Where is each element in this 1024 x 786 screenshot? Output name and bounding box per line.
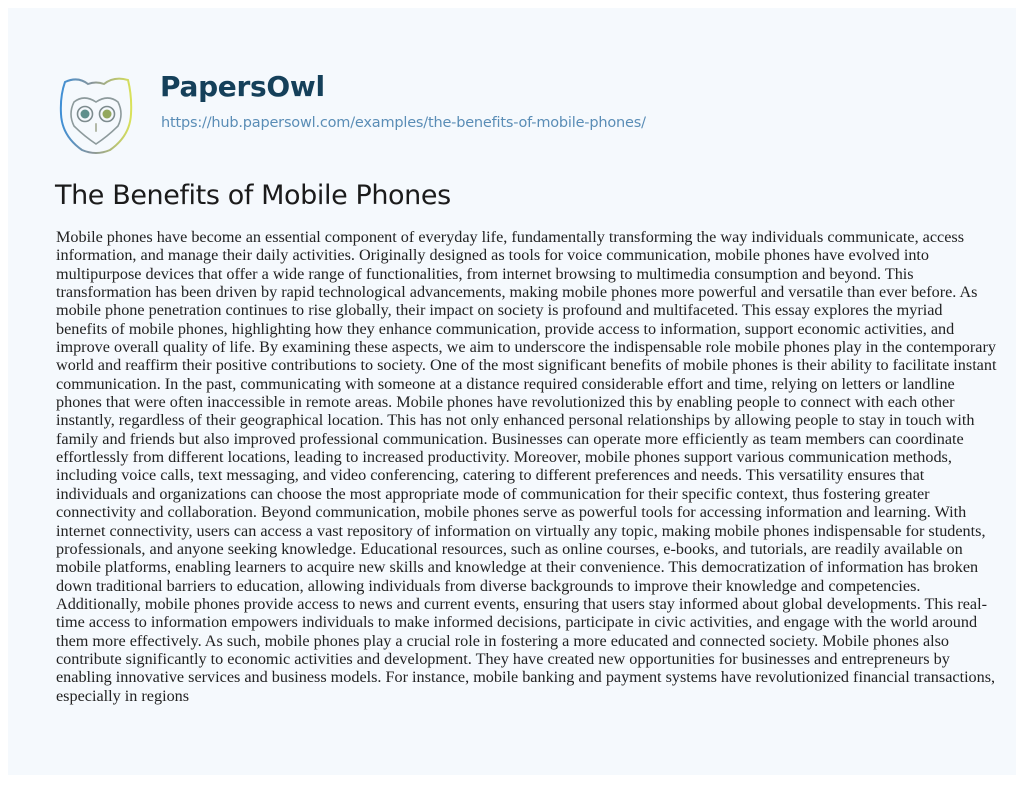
page-title: The Benefits of Mobile Phones bbox=[55, 180, 451, 211]
source-url-link[interactable]: https://hub.papersowl.com/examples/the-benefits-of-mobile-phones/ bbox=[161, 115, 646, 131]
body-line: multipurpose devices that offer a wide range of functionalities, from internet browsing to multimedia consumption and beyond. This bbox=[56, 264, 914, 283]
body-line: instantly, regardless of their geographical location. This has not only enhanced personal relationships by allowing people to stay in touch with bbox=[56, 411, 975, 430]
body-line: time access to information empowers individuals to make informed decisions, participate in civic activities, and engage with the world around bbox=[56, 613, 978, 632]
body-line: individuals and organizations can choose the most appropriate mode of communication for their specific context, thus fostering greater bbox=[56, 484, 930, 503]
body-line: professionals, and anyone seeking knowledge. Educational resources, such as online courses, e-books, and tutorials, are readily available on bbox=[56, 539, 963, 558]
body-line: information, and manage their daily activities. Originally designed as tools for voice communication, mobile phones have evolved into bbox=[56, 246, 930, 265]
essay-body bbox=[56, 228, 996, 705]
body-line: improve overall quality of life. By examining these aspects, we aim to underscore the indispensable role mobile phones play in the contemporary bbox=[56, 338, 996, 357]
body-line: internet connectivity, users can access a vast repository of information on virtually any topic, making mobile phones indispensable for students, bbox=[56, 521, 986, 540]
body-line: mobile platforms, enabling learners to acquire new skills and knowledge at their convenience. This democratization of information has broken bbox=[56, 558, 979, 577]
body-line: them more effectively. As such, mobile phones play a crucial role in fostering a more educated and connected society. Mobile phones also bbox=[56, 631, 950, 650]
body-line: contribute significantly to economic activities and development. They have created new opportunities for businesses and entrepreneurs by bbox=[56, 649, 950, 668]
body-line: mobile phone penetration continues to rise globally, their impact on society is profound and multifaceted. This essay explores the myriad bbox=[56, 301, 943, 320]
brand-name[interactable]: PapersOwl bbox=[160, 70, 325, 103]
body-line: including voice calls, text messaging, and video conferencing, catering to different preferences and needs. This versatility ensures that bbox=[56, 466, 925, 485]
body-line: benefits of mobile phones, highlighting how they enhance communication, provide access to information, support economic activities, and bbox=[56, 319, 955, 338]
body-line: Additionally, mobile phones provide access to news and current events, ensuring that users stay informed about global developments. This real- bbox=[56, 594, 988, 613]
essay-page-card bbox=[8, 8, 1016, 775]
body-line: connectivity and collaboration. Beyond communication, mobile phones serve as powerful tools for accessing information and learning. With bbox=[56, 503, 967, 522]
body-line: effortlessly from different locations, leading to increased productivity. Moreover, mobile phones support various communication methods, bbox=[56, 448, 952, 467]
body-line: Mobile phones have become an essential component of everyday life, fundamentally transforming the way individuals communicate, access bbox=[56, 228, 965, 246]
body-line: especially in regions bbox=[56, 686, 190, 705]
body-line: enabling innovative services and business models. For instance, mobile banking and payment systems have revolutionized financial transactions, bbox=[56, 668, 996, 687]
owl-logo-icon bbox=[58, 74, 134, 156]
body-line: world and reaffirm their positive contributions to society. One of the most significant benefits of mobile phones is their ability to facilitate instant bbox=[56, 356, 997, 375]
body-line: family and friends but also improved professional communication. Businesses can operate more efficiently as team members can coordinate bbox=[56, 429, 964, 448]
body-line: down traditional barriers to education, allowing individuals from diverse backgrounds to improve their knowledge and competencies. bbox=[56, 576, 921, 595]
body-line: transformation has been driven by rapid technological advancements, making mobile phones more powerful and versatile than ever before. As bbox=[56, 283, 978, 302]
body-line: communication. In the past, communicating with someone at a distance required considerable effort and time, relying on letters or landline bbox=[56, 374, 955, 393]
body-line: phones that were often inaccessible in remote areas. Mobile phones have revolutionized this by enabling people to connect with each other bbox=[56, 393, 955, 412]
